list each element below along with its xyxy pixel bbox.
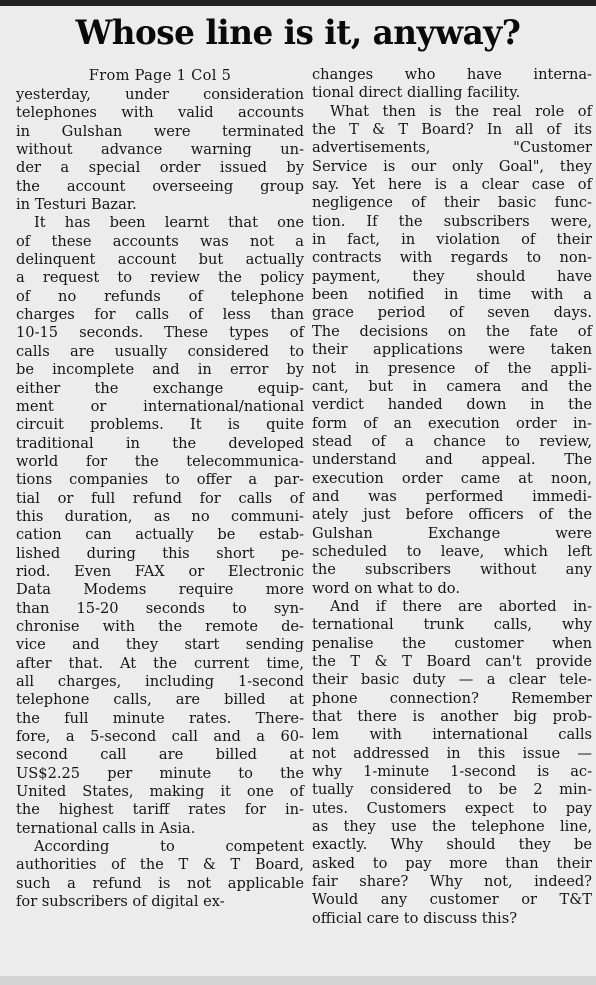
text-line: execution order came at noon, [312,469,592,487]
text-line: that there is another big prob- [312,708,592,726]
text-line: the subscribers without any [312,561,592,579]
text-line: of these accounts was not a [16,232,304,250]
text-line: tial or full refund for calls of [16,489,304,507]
text-line: According to competent [34,838,304,856]
text-line: lem with international calls [312,726,592,744]
text-line: tional direct dialling facility. [312,84,521,102]
text-line: official care to discuss this? [312,909,518,927]
text-line: negligence of their basic func- [312,194,592,212]
text-line: the T & T Board can't provide [312,653,592,670]
text-line: United States, making it one of [16,783,304,801]
text-line: utes. Customers expect to pay [312,799,592,817]
text-line: ment or international/national [16,397,304,415]
text-line: tions companies to offer a par- [16,471,304,489]
jump-line: From Page 1 Col 5 [88,67,232,84]
text-line: not addressed in this issue — [312,744,592,762]
text-line: been notified in time with a [312,286,592,304]
text-line: telephones with valid accounts [16,104,304,122]
text-line: delinquent account but actually [16,251,304,269]
text-line: for subscribers of digital ex- [16,893,225,911]
text-line: form of an execution order in- [312,414,592,432]
text-line: as they use the telephone line, [312,818,592,836]
text-line: And if there are aborted in- [330,597,592,615]
text-line: ternational trunk calls, why [312,616,592,634]
paragraph [312,103,592,598]
text-line: 10-15 seconds. These types of [16,324,304,342]
text-line: cation can actually be estab- [16,526,304,544]
text-line: Gulshan Exchange were [312,524,592,542]
text-line: scheduled to leave, which left [312,542,592,560]
left-column-body [16,86,304,911]
text-line: charges for calls of less than [16,306,304,324]
text-line: of no refunds of telephone [16,287,304,305]
text-line: Service is our only Goal", they [312,157,592,175]
headline: Whose line is it, anyway? [75,13,521,53]
text-line: word on what to do. [312,579,460,597]
paragraph [16,86,304,214]
paragraph [312,66,592,103]
text-line: calls are usually considered to [16,342,304,360]
text-line: telephone calls, are billed at [16,691,304,709]
text-line: understand and appeal. The [312,451,592,469]
text-line: contracts with regards to non- [312,249,592,267]
text-line: circuit problems. It is quite [16,416,304,434]
left-column [16,66,304,911]
text-line: tually considered to be 2 min- [312,781,592,799]
text-line: ternational calls in Asia. [16,819,196,837]
text-line: a request to review the policy [16,269,304,287]
text-line: authorities of the T & T Board, [16,856,304,874]
text-line: cant, but in camera and the [312,377,592,395]
right-column-body [312,66,592,928]
text-line: this duration, as no communi- [16,507,304,525]
text-line: advertisements, "Customer [312,139,592,157]
text-line: Would any customer or T&T [312,891,592,909]
text-line: say. Yet here is a clear case of [312,176,592,194]
paragraph [312,598,592,928]
text-line: second call are billed at [16,746,304,764]
text-line: payment, they should have [312,267,592,285]
right-column [312,66,592,928]
text-line: not in presence of the appli- [312,359,592,377]
paragraph [16,214,304,838]
text-line: verdict handed down in the [312,396,592,414]
text-line: The decisions on the fate of [312,322,592,340]
text-line: the account overseeing group [16,177,304,195]
text-line: asked to pay more than their [312,854,592,872]
text-line: What then is the real role of [330,102,592,120]
text-line: exactly. Why should they be [312,836,592,854]
text-line: all charges, including 1-second [16,673,304,690]
text-line: and was performed immedi- [312,487,592,505]
text-line: vice and they start sending [16,636,304,654]
text-line: their applications were taken [312,341,592,359]
text-line: why 1-minute 1-second is ac- [312,763,592,781]
text-line: after that. At the current time, [16,654,304,672]
text-line: than 15-20 seconds to syn- [16,599,304,617]
text-line: the T & T Board? In all of its [312,121,592,139]
text-line: tion. If the subscribers were, [312,212,592,230]
text-line: Data Modems require more [16,581,304,599]
text-line: world for the telecommunica- [16,452,304,470]
text-line: phone connection? Remember [312,689,592,707]
text-line: fore, a 5-second call and a 60- [16,728,304,746]
text-line: in Gulshan were terminated [16,122,304,140]
text-line: without advance warning un- [16,141,304,159]
text-line: grace period of seven days. [312,304,592,322]
text-line: in fact, in violation of their [312,231,592,249]
text-line: yesterday, under consideration [16,86,304,103]
text-line: either the exchange equip- [16,379,304,397]
text-line: penalise the customer when [312,634,592,652]
text-line: ately just before officers of the [312,506,592,524]
text-line: their basic duty — a clear tele- [312,671,592,689]
text-line: the highest tariff rates for in- [16,801,304,819]
paragraph [16,838,304,911]
text-line: fair share? Why not, indeed? [312,873,592,891]
text-line: stead of a chance to review, [312,432,592,450]
text-line: in Testuri Bazar. [16,196,137,214]
text-line: such a refund is not applicable [16,874,304,892]
text-line: changes who have interna- [312,66,592,83]
text-line: chronise with the remote de- [16,617,304,635]
text-line: US$2.25 per minute to the [16,764,304,782]
top-rule [0,0,596,6]
text-line: traditional in the developed [16,434,304,452]
text-line: der a special order issued by [16,159,304,177]
text-line: lished during this short pe- [16,544,304,562]
bottom-edge [0,976,596,985]
text-line: the full minute rates. There- [16,709,304,727]
text-line: be incomplete and in error by [16,361,304,379]
text-line: riod. Even FAX or Electronic [16,562,304,580]
text-line: It has been learnt that one [34,214,304,232]
